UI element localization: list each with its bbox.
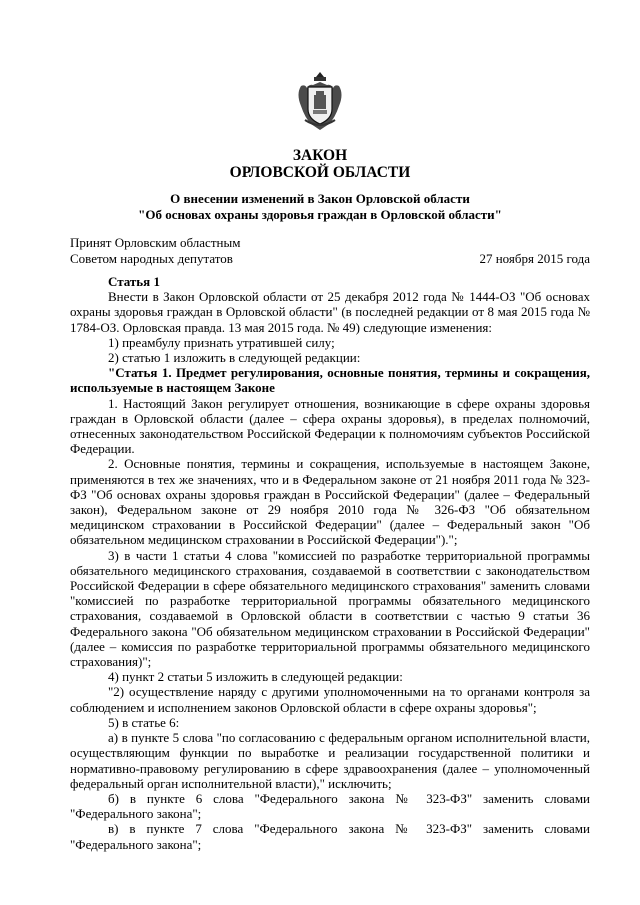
law-subtitle-name: "Об основах охраны здоровья граждан в Орловской области" [138, 207, 502, 222]
quoted-article-heading: "Статья 1. Предмет регулирования, основные понятия, термины и сокращения, используемые в настоящем Законе [70, 365, 590, 396]
paragraph: 2. Основные понятия, термины и сокращения, используемые в настоящем Законе, применяются в тех же значениях, что и в Федеральном законе от 21 ноября 2011 года № 323-ФЗ "Об основах охраны здоровья граждан в Российской Федерации" (далее – Федеральный закон), Федеральном законе от 29 ноября 2010 года № 326-ФЗ "Об обязательном медицинском страховании в Российской Федерации" (далее – Федеральный закон "Об обязательном медицинском страховании в Российской Федерации")."; [70, 456, 590, 548]
region-title: ОРЛОВСКОЙ ОБЛАСТИ [229, 164, 411, 181]
law-subtitle: О внесении изменений в Закон Орловской области [170, 191, 470, 206]
adoption-line: Принят Орловским областным [70, 235, 241, 250]
coat-of-arms-icon [295, 70, 345, 132]
paragraph: 3) в части 1 статьи 4 слова "комиссией по разработке территориальной программы обязательного медицинского страхования, создаваемой в соответствии с законодательством Российской Федерации в сфере обязательного медицинского страхования" заменить словами "комиссией по разработке территориальной программы обязательного медицинского страхования, создаваемой в Орловской области в соответствии с частью 9 статьи 36 Федерального закона "Об обязательном медицинском страховании в Российской Федерации" (далее – комиссия по разработке территориальной программы обязательного медицинского страхования)"; [70, 547, 590, 670]
paragraph: Внести в Закон Орловской области от 25 декабря 2012 года № 1444-ОЗ "Об основах охраны здоровья граждан в Орловской области" (в последней редакции от 8 мая 2015 года № 1784-ОЗ. Орловская правда. 13 мая 2015 года. № 49) следующие изменения: [70, 289, 590, 335]
paragraph: 4) пункт 2 статьи 5 изложить в следующей редакции: [108, 669, 403, 685]
adoption-line: Советом народных депутатов [70, 251, 233, 266]
paragraph: "2) осуществление наряду с другими уполномоченными на то органами контроля за соблюдением и исполнением законов Орловской области в сфере охраны здоровья"; [70, 684, 590, 715]
paragraph: 5) в статье 6: [108, 714, 180, 730]
paragraph: б) в пункте 6 слова "Федерального закона № 323-ФЗ" заменить словами "Федерального закона"; [70, 790, 590, 822]
paragraph: в) в пункте 7 слова "Федерального закона № 323-ФЗ" заменить словами "Федерального закона"; [70, 821, 590, 852]
document-body [70, 274, 590, 852]
paragraph: 2) статью 1 изложить в следующей редакции: [108, 350, 361, 366]
paragraph: а) в пункте 5 слова "по согласованию с федеральным органом исполнительной власти, осуществляющим функции по выработке и реализации государственной политики и нормативно-правовому регулированию в сфере здравоохранения (далее – уполномоченный федеральный орган исполнительной власти)," исключить; [70, 730, 590, 791]
adoption-date: 27 ноября 2015 года [479, 251, 590, 266]
paragraph: 1) преамбулу признать утратившей силу; [108, 334, 335, 350]
law-title: ЗАКОН [292, 147, 348, 164]
article-heading: Статья 1 [108, 274, 160, 289]
paragraph: 1. Настоящий Закон регулирует отношения, возникающие в сфере охраны здоровья граждан в Орловской области (далее – сфера охраны здоровья), в пределах полномочий, отнесенных законодательством Российской Федерации к полномочиям субъектов Российской Федерации. [70, 395, 590, 457]
